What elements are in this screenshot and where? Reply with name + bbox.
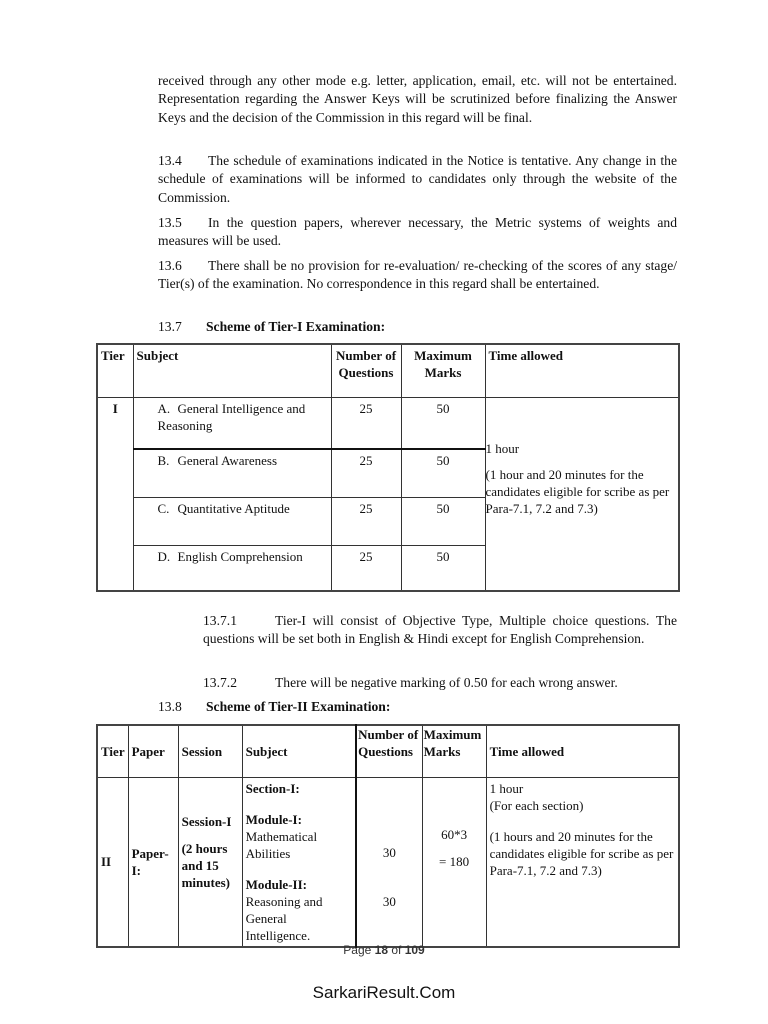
paper-cell: Paper-I:: [128, 777, 178, 947]
questions-cell: 30 30: [356, 777, 422, 947]
module2-label: Module-II:: [245, 876, 307, 892]
module1-label: Module-I:: [245, 811, 302, 827]
header-time: Time allowed: [485, 344, 679, 397]
table-row: [97, 777, 679, 947]
marks-cell: 50: [401, 449, 485, 497]
session-cell: [178, 777, 242, 947]
heading-13-7: [158, 319, 385, 335]
marks-cell: 50: [401, 497, 485, 545]
subject-cell: D. English Comprehension: [133, 545, 331, 591]
section-number: 13.6: [158, 258, 182, 273]
header-tier: Tier: [97, 725, 128, 777]
header-paper: Paper: [128, 725, 178, 777]
tier-cell: I: [97, 397, 133, 591]
subject-cell: B. General Awareness: [133, 449, 331, 497]
paragraph-text: Tier-I will consist of Objective Type, Multiple choice questions. The questions will be set both in English & Hindi except for English Comprehension.: [203, 613, 677, 647]
tier1-scheme-table: [96, 343, 680, 592]
session-name: Session-I: [181, 813, 232, 829]
table-header-row: [97, 725, 679, 777]
watermark: SarkariResult.Com: [312, 983, 456, 1002]
heading-13-8: [158, 699, 390, 715]
time-allowed-cell: [486, 777, 679, 947]
header-session: Session: [178, 725, 242, 777]
paragraph-text: In the question papers, wherever necessary, the Metric systems of weights and measures will be used.: [158, 215, 677, 249]
paragraph-13-7-2: [203, 674, 677, 692]
header-marks: Maximum Marks: [401, 344, 485, 397]
time-each: (For each section): [489, 797, 584, 813]
questions-cell: 25: [331, 497, 401, 545]
table-row: [97, 397, 679, 449]
heading-text: Scheme of Tier-II Examination:: [206, 699, 391, 714]
time-note: (1 hours and 20 minutes for the candidates eligible for scribe as per Para-7.1, 7.2 and 7.3): [489, 828, 674, 878]
header-questions: Number of Questions: [356, 725, 422, 777]
header-time: Time allowed: [486, 725, 679, 777]
page-number: Page 18 of 109: [343, 943, 425, 957]
header-marks: Maximum Marks: [422, 725, 486, 777]
questions-cell: 25: [331, 397, 401, 449]
table-header-row: [97, 344, 679, 397]
paragraph-continuation: received through any other mode e.g. letter, application, email, etc. will not be entertained. Representation regarding the Answer Keys will be scrutinized before finalizing the Answer Keys and the decision of the Commission in this regard will be final.: [158, 73, 677, 125]
tier2-scheme-table: [96, 724, 680, 948]
header-subject: Subject: [242, 725, 356, 777]
subject-cell: A. General Intelligence and Reasoning: [133, 397, 331, 449]
paragraph-text: The schedule of examinations indicated in the Notice is tentative. Any change in the schedule of examinations will be informed to candidates only through the website of the Commission.: [158, 153, 677, 205]
header-subject: Subject: [133, 344, 331, 397]
time-main: 1 hour: [489, 780, 524, 796]
paragraph-13-4: [158, 152, 677, 207]
section-number: 13.7.1: [203, 613, 237, 628]
paragraph-text: There shall be no provision for re-evaluation/ re-checking of the scores of any stage/ Tier(s) of the examination. No correspondence in this regard shall be entertained.: [158, 258, 677, 292]
header-questions: Number of Questions: [331, 344, 401, 397]
section-number: 13.7.2: [203, 675, 237, 690]
marks-cell: 50: [401, 545, 485, 591]
paragraph-13-5: [158, 214, 677, 251]
section-number: 13.5: [158, 215, 182, 230]
section-number: 13.8: [158, 699, 182, 714]
time-note: (1 hour and 20 minutes for the candidates eligible for scribe as per Para-7.1, 7.2 and 7.3): [485, 467, 670, 517]
section-number: 13.7: [158, 319, 182, 334]
questions-cell: 25: [331, 449, 401, 497]
marks-cell: 60*3 = 180: [422, 777, 486, 947]
section-label: Section-I:: [245, 780, 300, 796]
header-tier: Tier: [97, 344, 133, 397]
questions-cell: 25: [331, 545, 401, 591]
paragraph-13-7-1: [203, 612, 677, 649]
paragraph-text: There will be negative marking of 0.50 for each wrong answer.: [275, 675, 618, 690]
subject-cell: C. Quantitative Aptitude: [133, 497, 331, 545]
heading-text: Scheme of Tier-I Examination:: [206, 319, 386, 334]
tier-cell: II: [97, 777, 128, 947]
module1-subject: Mathematical Abilities: [245, 828, 318, 861]
section-number: 13.4: [158, 153, 182, 168]
marks-cell: 50: [401, 397, 485, 449]
time-allowed-cell: [485, 397, 679, 591]
time-main: 1 hour: [485, 441, 520, 457]
subject-cell: [242, 777, 356, 947]
session-duration: (2 hours and 15 minutes): [181, 840, 230, 890]
module2-subject: Reasoning and General Intelligence.: [245, 893, 323, 943]
module2: [246, 876, 353, 944]
paragraph-13-6: [158, 257, 677, 294]
